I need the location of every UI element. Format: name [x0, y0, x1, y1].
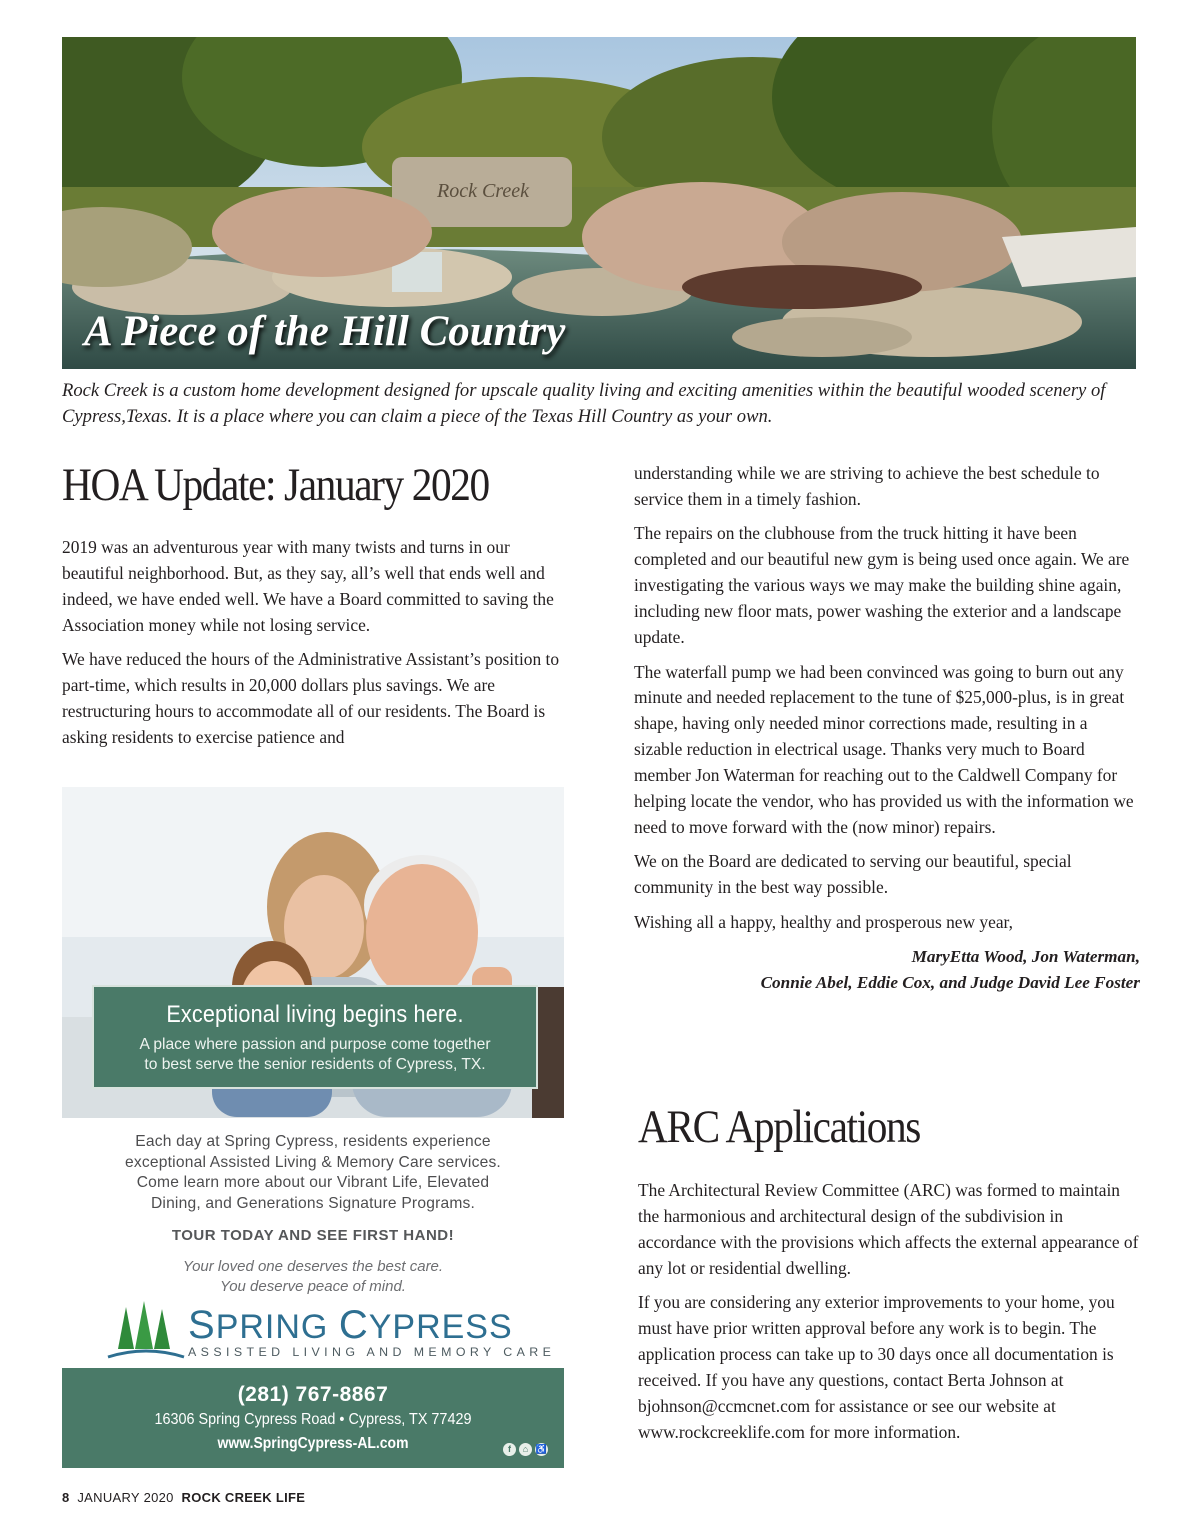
logo-subtitle: ASSISTED LIVING AND MEMORY CARE [188, 1345, 556, 1359]
logo-spring-rest: PRING [215, 1308, 329, 1346]
ad-tagline [62, 1257, 564, 1297]
ad-banner [92, 985, 538, 1089]
hero-sign-text: Rock Creek [437, 180, 529, 202]
ad-cta: TOUR TODAY AND SEE FIRST HAND! [171, 1227, 455, 1244]
arc-paragraph: If you are considering any exterior improvements to your home, you must have prior written approval before any work is to begin. The application process can take up to 30 days once all documentation is received. If you have any questions, contact Berta Johnson at bjohnson@ccmcnet.com for assistance or see our website at www.rockcreeklife.com for more information. [638, 1292, 1115, 1442]
ad-tagline-line: Your loved one deserves the best care. [182, 1258, 444, 1275]
ad-banner-text-1: A place where passion and purpose come together [139, 1036, 491, 1053]
cypress-trees-icon [106, 1299, 186, 1363]
ad-phone[interactable]: (281) 767-8867 [237, 1383, 389, 1406]
logo-spring-initial: S [188, 1303, 216, 1347]
hoa-paragraph: 2019 was an adventurous year with many twists and turns in our beautiful neighborhood. But, as they say, all’s well that ends well and indeed, we have ended well. We have a Board committed to saving the Association money while not losing service. [62, 537, 554, 635]
ad-banner-title: Exceptional living begins here. [166, 1001, 464, 1028]
arc-heading: ARC Applications [638, 1101, 920, 1153]
hero-title: A Piece of the Hill Country [84, 308, 566, 355]
spring-cypress-logo [106, 1299, 556, 1363]
logo-cypress-rest: YPRESS [368, 1308, 513, 1346]
ad-body-line: Dining, and Generations Signature Programs. [150, 1194, 476, 1212]
arc-column [638, 1178, 1140, 1454]
hoa-signature-line-2: Connie Abel, Eddie Cox, and Judge David Lee Foster [760, 973, 1140, 993]
issue-date: JANUARY 2020 [77, 1490, 174, 1505]
ad-address: 16306 Spring Cypress Road • Cypress, TX 77429 [154, 1411, 472, 1428]
hoa-paragraph: The repairs on the clubhouse from the truck hitting it have been completed and our beautiful new gym is being used once again. We are investigating the various ways we may make the building shine again, including new floor mats, power washing the exterior and a landscape update. [634, 523, 1130, 648]
hoa-paragraph: understanding while we are striving to achieve the best schedule to service them in a timely fashion. [634, 463, 1100, 509]
spring-cypress-ad[interactable] [62, 787, 564, 1468]
hoa-paragraph: We on the Board are dedicated to serving our beautiful, special community in the best way possible. [634, 851, 1072, 898]
hoa-paragraph: The waterfall pump we had been convinced was going to burn out any minute and needed replacement to the tune of $25,000-plus, is in great shape, having only needed minor corrections made, resulting in a sizable reduction in electrical usage. Thanks very much to Board member Jon Waterman for reaching out to the Caldwell Company for helping locate the vendor, who has provided us with the information we need to move forward with the (now minor) repairs. [634, 661, 1134, 837]
intro-text: Rock Creek is a custom home development designed for upscale quality living and exciting amenities within the beautiful wooded scenery of Cypress,Texas. It is a place where you can claim a piece of the Texas Hill Country as your own. [62, 380, 1106, 427]
hoa-paragraph: Wishing all a happy, healthy and prosperous new year, [634, 911, 1013, 932]
facebook-icon[interactable]: f [503, 1443, 516, 1456]
hoa-paragraph: We have reduced the hours of the Administrative Assistant’s position to part-time, which results in 20,000 dollars plus savings. We are restructuring hours to accommodate all of our residents. The Board is asking residents to exercise patience and [62, 649, 560, 747]
hoa-signature-line-1: MaryEtta Wood, Jon Waterman, [911, 947, 1140, 967]
ad-website-link[interactable]: www.SpringCypress-AL.com [217, 1435, 409, 1452]
hoa-right-column [634, 461, 1140, 996]
ad-social-icons [503, 1443, 548, 1456]
accessibility-icon: ♿ [535, 1444, 548, 1454]
ad-contact-bar [62, 1368, 564, 1468]
logo-cypress-initial: C [338, 1303, 369, 1347]
ad-banner-text-2: to best serve the senior residents of Cypress, TX. [144, 1056, 486, 1073]
hoa-left-column [62, 535, 562, 759]
arc-paragraph: The Architectural Review Committee (ARC) was formed to maintain the harmonious and architectural design of the subdivision in accordance with the provisions which affects the external appearance of any lot or residential dwelling. [638, 1180, 1139, 1278]
ad-body-line: Each day at Spring Cypress, residents experience [135, 1133, 491, 1150]
ad-body-line: exceptional Assisted Living & Memory Care services. [125, 1153, 501, 1171]
logo-name [188, 1303, 513, 1348]
ad-body-text [62, 1132, 564, 1214]
ad-tagline-line: You deserve peace of mind. [220, 1278, 406, 1295]
page-number: 8 [62, 1490, 70, 1505]
equal-housing-icon: ⌂ [519, 1443, 532, 1456]
hoa-update-heading: HOA Update: January 2020 [62, 459, 489, 511]
page-footer [62, 1490, 305, 1505]
ad-body-line: Come learn more about our Vibrant Life, Elevated [136, 1174, 490, 1191]
ad-family-photo [62, 787, 564, 1118]
hero-image [62, 37, 1136, 369]
publication-name: ROCK CREEK LIFE [181, 1490, 306, 1505]
